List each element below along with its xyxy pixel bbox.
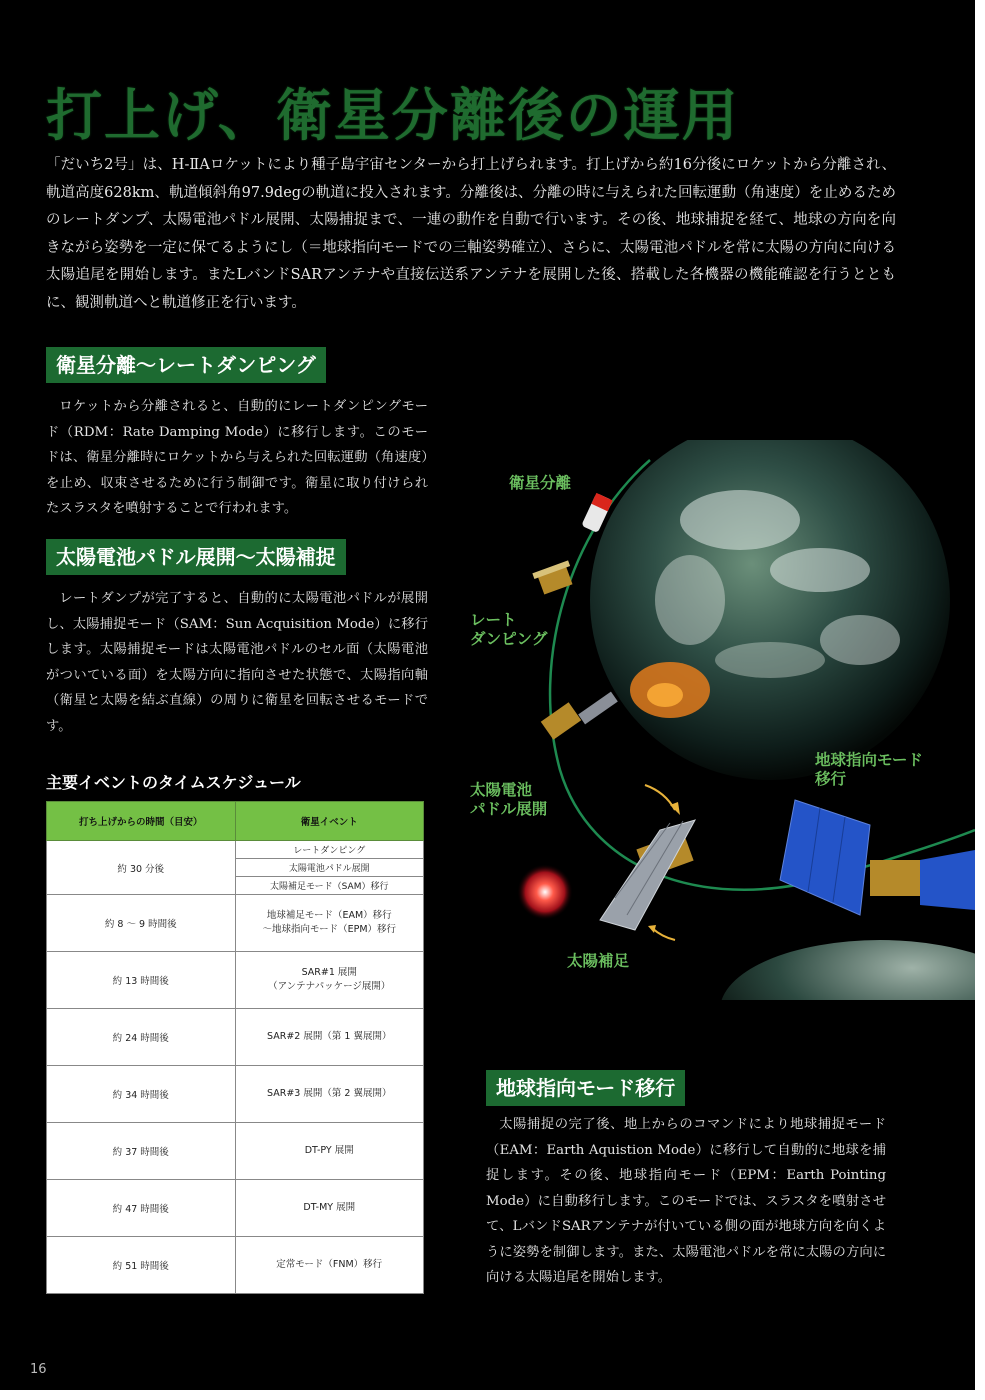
schedule-event-line: DT-PY 展開 (304, 1145, 354, 1156)
schedule-event-line: SAR#2 展開（第 1 翼展開） (267, 1031, 392, 1042)
schedule-time: 約 24 時間後 (47, 1009, 236, 1066)
schedule-event (235, 1066, 424, 1123)
schedule-time: 約 51 時間後 (47, 1237, 236, 1294)
schedule-time: 約 37 時間後 (47, 1123, 236, 1180)
label-line: 地球指向モード (815, 751, 923, 769)
label-line: パドル展開 (470, 800, 548, 818)
arrow-icon (648, 925, 675, 940)
schedule-event (235, 1123, 424, 1180)
table-row (47, 1123, 424, 1180)
arrow-icon (645, 785, 680, 815)
earth-horizon (720, 940, 975, 1000)
schedule-event-line: SAR#3 展開（第 2 翼展開） (267, 1088, 392, 1099)
page-title: 打上げ、衛星分離後の運用 (46, 84, 740, 149)
label-line: 移行 (815, 770, 847, 788)
earth-globe (590, 440, 950, 780)
satellite-paddle-deployed-icon (600, 820, 695, 930)
schedule-event (235, 1237, 424, 1294)
table-row (47, 952, 424, 1009)
schedule-event: レートダンピング (235, 841, 424, 859)
schedule-header-event: 衛星イベント (235, 802, 424, 841)
label-paddle-deployment (470, 781, 547, 819)
schedule-event-line: 定常モード（FNM）移行 (276, 1259, 383, 1270)
schedule-event (235, 1180, 424, 1237)
schedule-event: 太陽電池パドル展開 (235, 859, 424, 877)
schedule-event (235, 895, 424, 952)
table-row (47, 1009, 424, 1066)
schedule-event (235, 952, 424, 1009)
table-row (47, 1180, 424, 1237)
schedule-event-line: 地球補足モード（EAM）移行 (266, 910, 392, 921)
schedule-event-line: 〜地球指向モード（EPM）移行 (262, 924, 397, 935)
schedule-event-line: DT-MY 展開 (303, 1202, 356, 1213)
heading-earth-pointing: 地球指向モード移行 (486, 1070, 685, 1106)
label-sun-acquisition: 太陽補足 (567, 952, 630, 970)
schedule-header-time: 打ち上げからの時間（目安） (47, 802, 236, 841)
heading-paddle-sun-acquisition: 太陽電池パドル展開〜太陽補捉 (46, 539, 346, 575)
page-number: 16 (30, 1362, 47, 1377)
schedule-time: 約 13 時間後 (47, 952, 236, 1009)
table-row (47, 841, 424, 859)
intro-paragraph: 「だいち2号」は、H-ⅡAロケットにより種子島宇宙センターから打上げられます。打上げから約16分後にロケットから分離され、軌道高度628km、軌道傾斜角97.9degの軌道に投入されます。分離後は、分離の時に与えられた回転運動（角速度）を止めるためのレートダンプ、太陽電池パドル展開、太陽捕捉まで、一連の動作を自動で行います。その後、地球捕捉を経て、地球の方向を向きながら姿勢を一定に保てるようにし（＝地球指向モードでの三軸姿勢確立）、さらに、太陽電池パドルを常に太陽の方向に向ける太陽追尾を開始します。またLバンドSARアンテナや直接伝送系アンテナを展開した後、搭載した各機器の機能確認を行うとともに、観測軌道へと軌道修正を行います。 (46, 157, 896, 311)
schedule-event: 太陽補足モード（SAM）移行 (235, 877, 424, 895)
orbit-illustration (440, 440, 975, 1000)
schedule-header-row (47, 802, 424, 841)
label-satellite-separation: 衛星分離 (509, 474, 572, 492)
schedule-time: 約 30 分後 (47, 841, 236, 895)
label-rate-damping (470, 611, 547, 649)
label-line: 太陽電池 (470, 781, 533, 799)
schedule-time: 約 34 時間後 (47, 1066, 236, 1123)
body-rate-damping: ロケットから分離されると、自動的にレートダンピングモード（RDM：Rate Damping Mode）に移行します。このモードは、衛星分離時にロケットから与えられた回転運動（角速度）を止め、収束させるために行う制御です。衛星に取り付けられたスラスタを噴射することで行われます。 (46, 399, 428, 516)
satellite-rate-damping-icon (541, 692, 618, 740)
sun-icon (517, 864, 573, 920)
schedule-table (46, 801, 424, 1294)
table-row (47, 1066, 424, 1123)
label-line: ダンピング (470, 630, 548, 648)
label-earth-pointing (815, 751, 923, 789)
satellite-earth-pointing-icon (780, 800, 975, 915)
schedule-event-line: SAR#1 展開 (301, 967, 357, 978)
schedule-event-line: （アンテナパッケージ展開） (268, 981, 391, 992)
schedule-event (235, 1009, 424, 1066)
label-line: レート (470, 611, 517, 629)
schedule-time: 約 8 〜 9 時間後 (47, 895, 236, 952)
heading-rate-damping: 衛星分離〜レートダンピング (46, 347, 326, 383)
table-row (47, 895, 424, 952)
schedule-time: 約 47 時間後 (47, 1180, 236, 1237)
body-earth-pointing: 太陽捕捉の完了後、地上からのコマンドにより地球捕捉モード（EAM：Earth Aquistion Mode）に移行して自動的に地球を捕捉します。その後、地球指向モード（EPM：Earth Pointing Mode）に自動移行します。このモードでは、スラスタを噴射させて、LバンドSARアンテナが付いている側の面が地球方向を向くように姿勢を制御します。また、太陽電池パドルを常に太陽の方向に向ける太陽追尾を開始します。 (486, 1117, 886, 1285)
table-row (47, 1237, 424, 1294)
schedule-title: 主要イベントのタイムスケジュール (46, 773, 301, 792)
body-paddle-sun-acquisition: レートダンプが完了すると、自動的に太陽電池パドルが展開し、太陽捕捉モード（SAM：Sun Acquisition Mode）に移行します。太陽捕捉モードは太陽電池パドルのセル面（太陽電池がついている面）を太陽方向に指向させた状態で、太陽指向軸（衛星と太陽を結ぶ直線）の周りに衛星を回転させるモードです。 (46, 591, 428, 734)
